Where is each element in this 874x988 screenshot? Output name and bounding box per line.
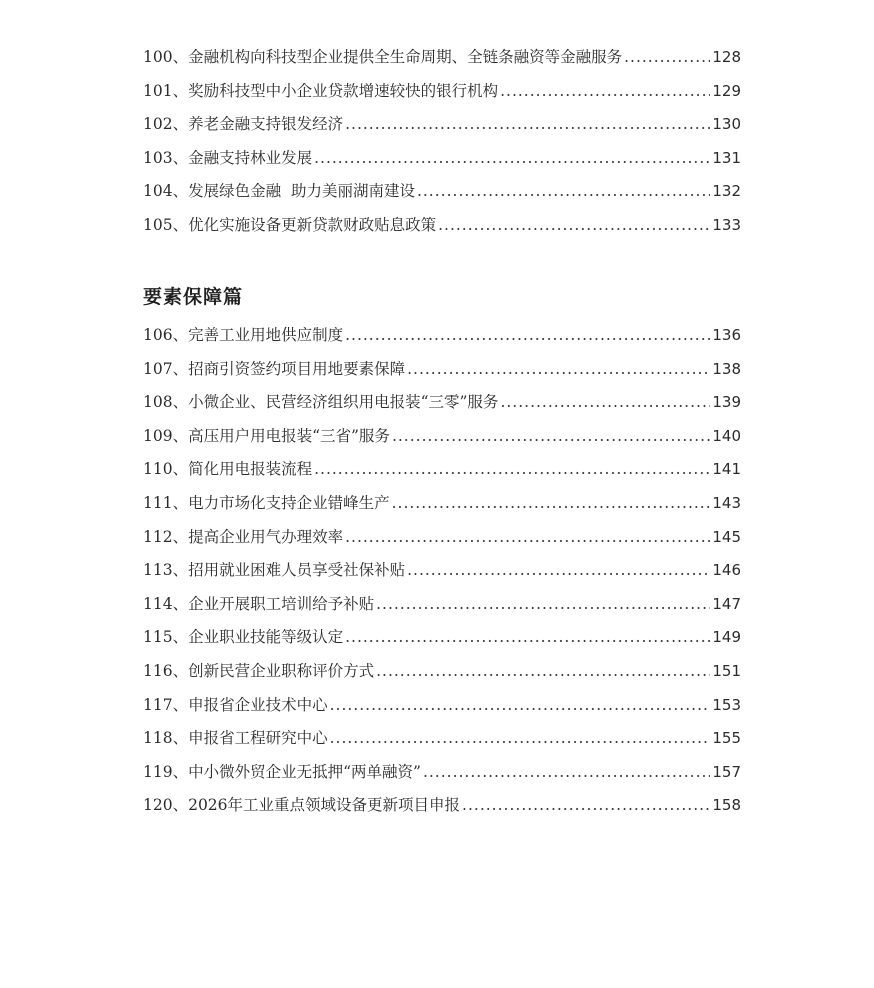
toc-entry[interactable]	[143, 588, 741, 622]
toc-entry[interactable]	[143, 108, 741, 142]
toc-entry-page: 153	[712, 695, 741, 714]
toc-dot-leader	[314, 142, 710, 176]
toc-entry-page: 131	[712, 148, 741, 167]
toc-entry-title: 105、优化实施设备更新贷款财政贴息政策	[143, 215, 437, 234]
toc-entry-page: 138	[712, 359, 741, 378]
toc-dot-leader	[392, 487, 711, 521]
toc-dot-leader	[500, 75, 710, 109]
toc-entry-page: 151	[712, 661, 741, 680]
toc-entry-page: 143	[712, 493, 741, 512]
toc-entry-title: 110、简化用电报装流程	[143, 460, 313, 479]
toc-entry-page: 129	[712, 81, 741, 100]
toc-dot-leader	[376, 655, 710, 689]
toc-entry-title: 108、小微企业、民营经济组织用电报装“三零”服务	[143, 393, 499, 412]
toc-entry-title: 111、电力市场化支持企业错峰生产	[143, 493, 390, 512]
toc-entry-page: 130	[712, 115, 741, 134]
toc-entry-page: 145	[712, 527, 741, 546]
toc-entry-title: 100、金融机构向科技型企业提供全生命周期、全链条融资等金融服务	[143, 48, 623, 66]
factor-toc-list	[143, 319, 741, 823]
toc-entry-title: 103、金融支持林业发展	[143, 148, 313, 167]
toc-entry[interactable]	[143, 655, 741, 689]
toc-entry-title: 104、发展绿色金融 助力美丽湖南建设	[143, 182, 415, 201]
toc-entry-page: 139	[712, 393, 741, 412]
toc-dot-leader	[345, 319, 710, 353]
toc-entry[interactable]	[143, 554, 741, 588]
toc-entry-page: 147	[712, 594, 741, 613]
finance-toc-list	[143, 41, 741, 243]
toc-entry[interactable]	[143, 75, 741, 109]
toc-entry[interactable]	[143, 353, 741, 387]
toc-dot-leader	[417, 175, 710, 209]
toc-entry-title: 106、完善工业用地供应制度	[143, 326, 344, 344]
toc-entry-page: 128	[712, 48, 741, 66]
toc-entry-title: 120、2026年工业重点领域设备更新项目申报	[143, 796, 461, 815]
toc-entry-title: 119、中小微外贸企业无抵押“两单融资”	[143, 762, 421, 781]
toc-dot-leader	[330, 722, 711, 756]
toc-dot-leader	[345, 108, 710, 142]
toc-entry[interactable]	[143, 142, 741, 176]
toc-dot-leader	[345, 521, 710, 555]
toc-entry-page: 141	[712, 460, 741, 479]
toc-entry[interactable]	[143, 756, 741, 790]
toc-entry-page: 136	[712, 326, 741, 344]
toc-entry-title: 114、企业开展职工培训给予补贴	[143, 594, 375, 613]
toc-entry-title: 117、申报省企业技术中心	[143, 695, 328, 714]
toc-entry[interactable]	[143, 41, 741, 75]
toc-dot-leader	[624, 41, 710, 75]
toc-entry[interactable]	[143, 319, 741, 353]
toc-dot-leader	[407, 554, 710, 588]
toc-entry-title: 107、招商引资签约项目用地要素保障	[143, 359, 406, 378]
toc-dot-leader	[376, 588, 710, 622]
toc-dot-leader	[345, 621, 710, 655]
toc-entry-page: 146	[712, 561, 741, 580]
section-heading: 要素保障篇	[143, 286, 244, 308]
toc-entry[interactable]	[143, 487, 741, 521]
toc-entry-page: 140	[712, 426, 741, 445]
toc-dot-leader	[392, 420, 710, 454]
toc-dot-leader	[314, 453, 710, 487]
toc-entry[interactable]	[143, 722, 741, 756]
toc-entry[interactable]	[143, 689, 741, 723]
toc-entry[interactable]	[143, 175, 741, 209]
toc-entry-title: 115、企业职业技能等级认定	[143, 628, 344, 647]
toc-entry[interactable]	[143, 453, 741, 487]
toc-dot-leader	[438, 209, 710, 243]
toc-entry-page: 149	[712, 628, 741, 647]
toc-entry-page: 132	[712, 182, 741, 201]
toc-dot-leader	[500, 386, 710, 420]
toc-entry-title: 113、招用就业困难人员享受社保补贴	[143, 561, 406, 580]
toc-entry[interactable]	[143, 209, 741, 243]
toc-dot-leader	[407, 353, 710, 387]
toc-entry[interactable]	[143, 521, 741, 555]
toc-entry-page: 155	[712, 729, 741, 748]
toc-entry-title: 101、奖励科技型中小企业贷款增速较快的银行机构	[143, 81, 499, 100]
toc-dot-leader	[330, 689, 711, 723]
toc-dot-leader	[423, 756, 710, 790]
toc-entry[interactable]	[143, 789, 741, 823]
toc-entry-page: 157	[712, 762, 741, 781]
toc-entry[interactable]	[143, 621, 741, 655]
toc-entry-page: 158	[712, 796, 741, 815]
toc-entry-title: 102、养老金融支持银发经济	[143, 115, 344, 134]
toc-dot-leader	[462, 789, 710, 823]
toc-entry-page: 133	[712, 215, 741, 234]
toc-entry-title: 112、提高企业用气办理效率	[143, 527, 344, 546]
toc-entry-title: 118、申报省工程研究中心	[143, 729, 328, 748]
toc-entry-title: 109、高压用户用电报装“三省”服务	[143, 426, 390, 445]
toc-entry-title: 116、创新民营企业职称评价方式	[143, 661, 375, 680]
toc-entry[interactable]	[143, 386, 741, 420]
toc-entry[interactable]	[143, 420, 741, 454]
